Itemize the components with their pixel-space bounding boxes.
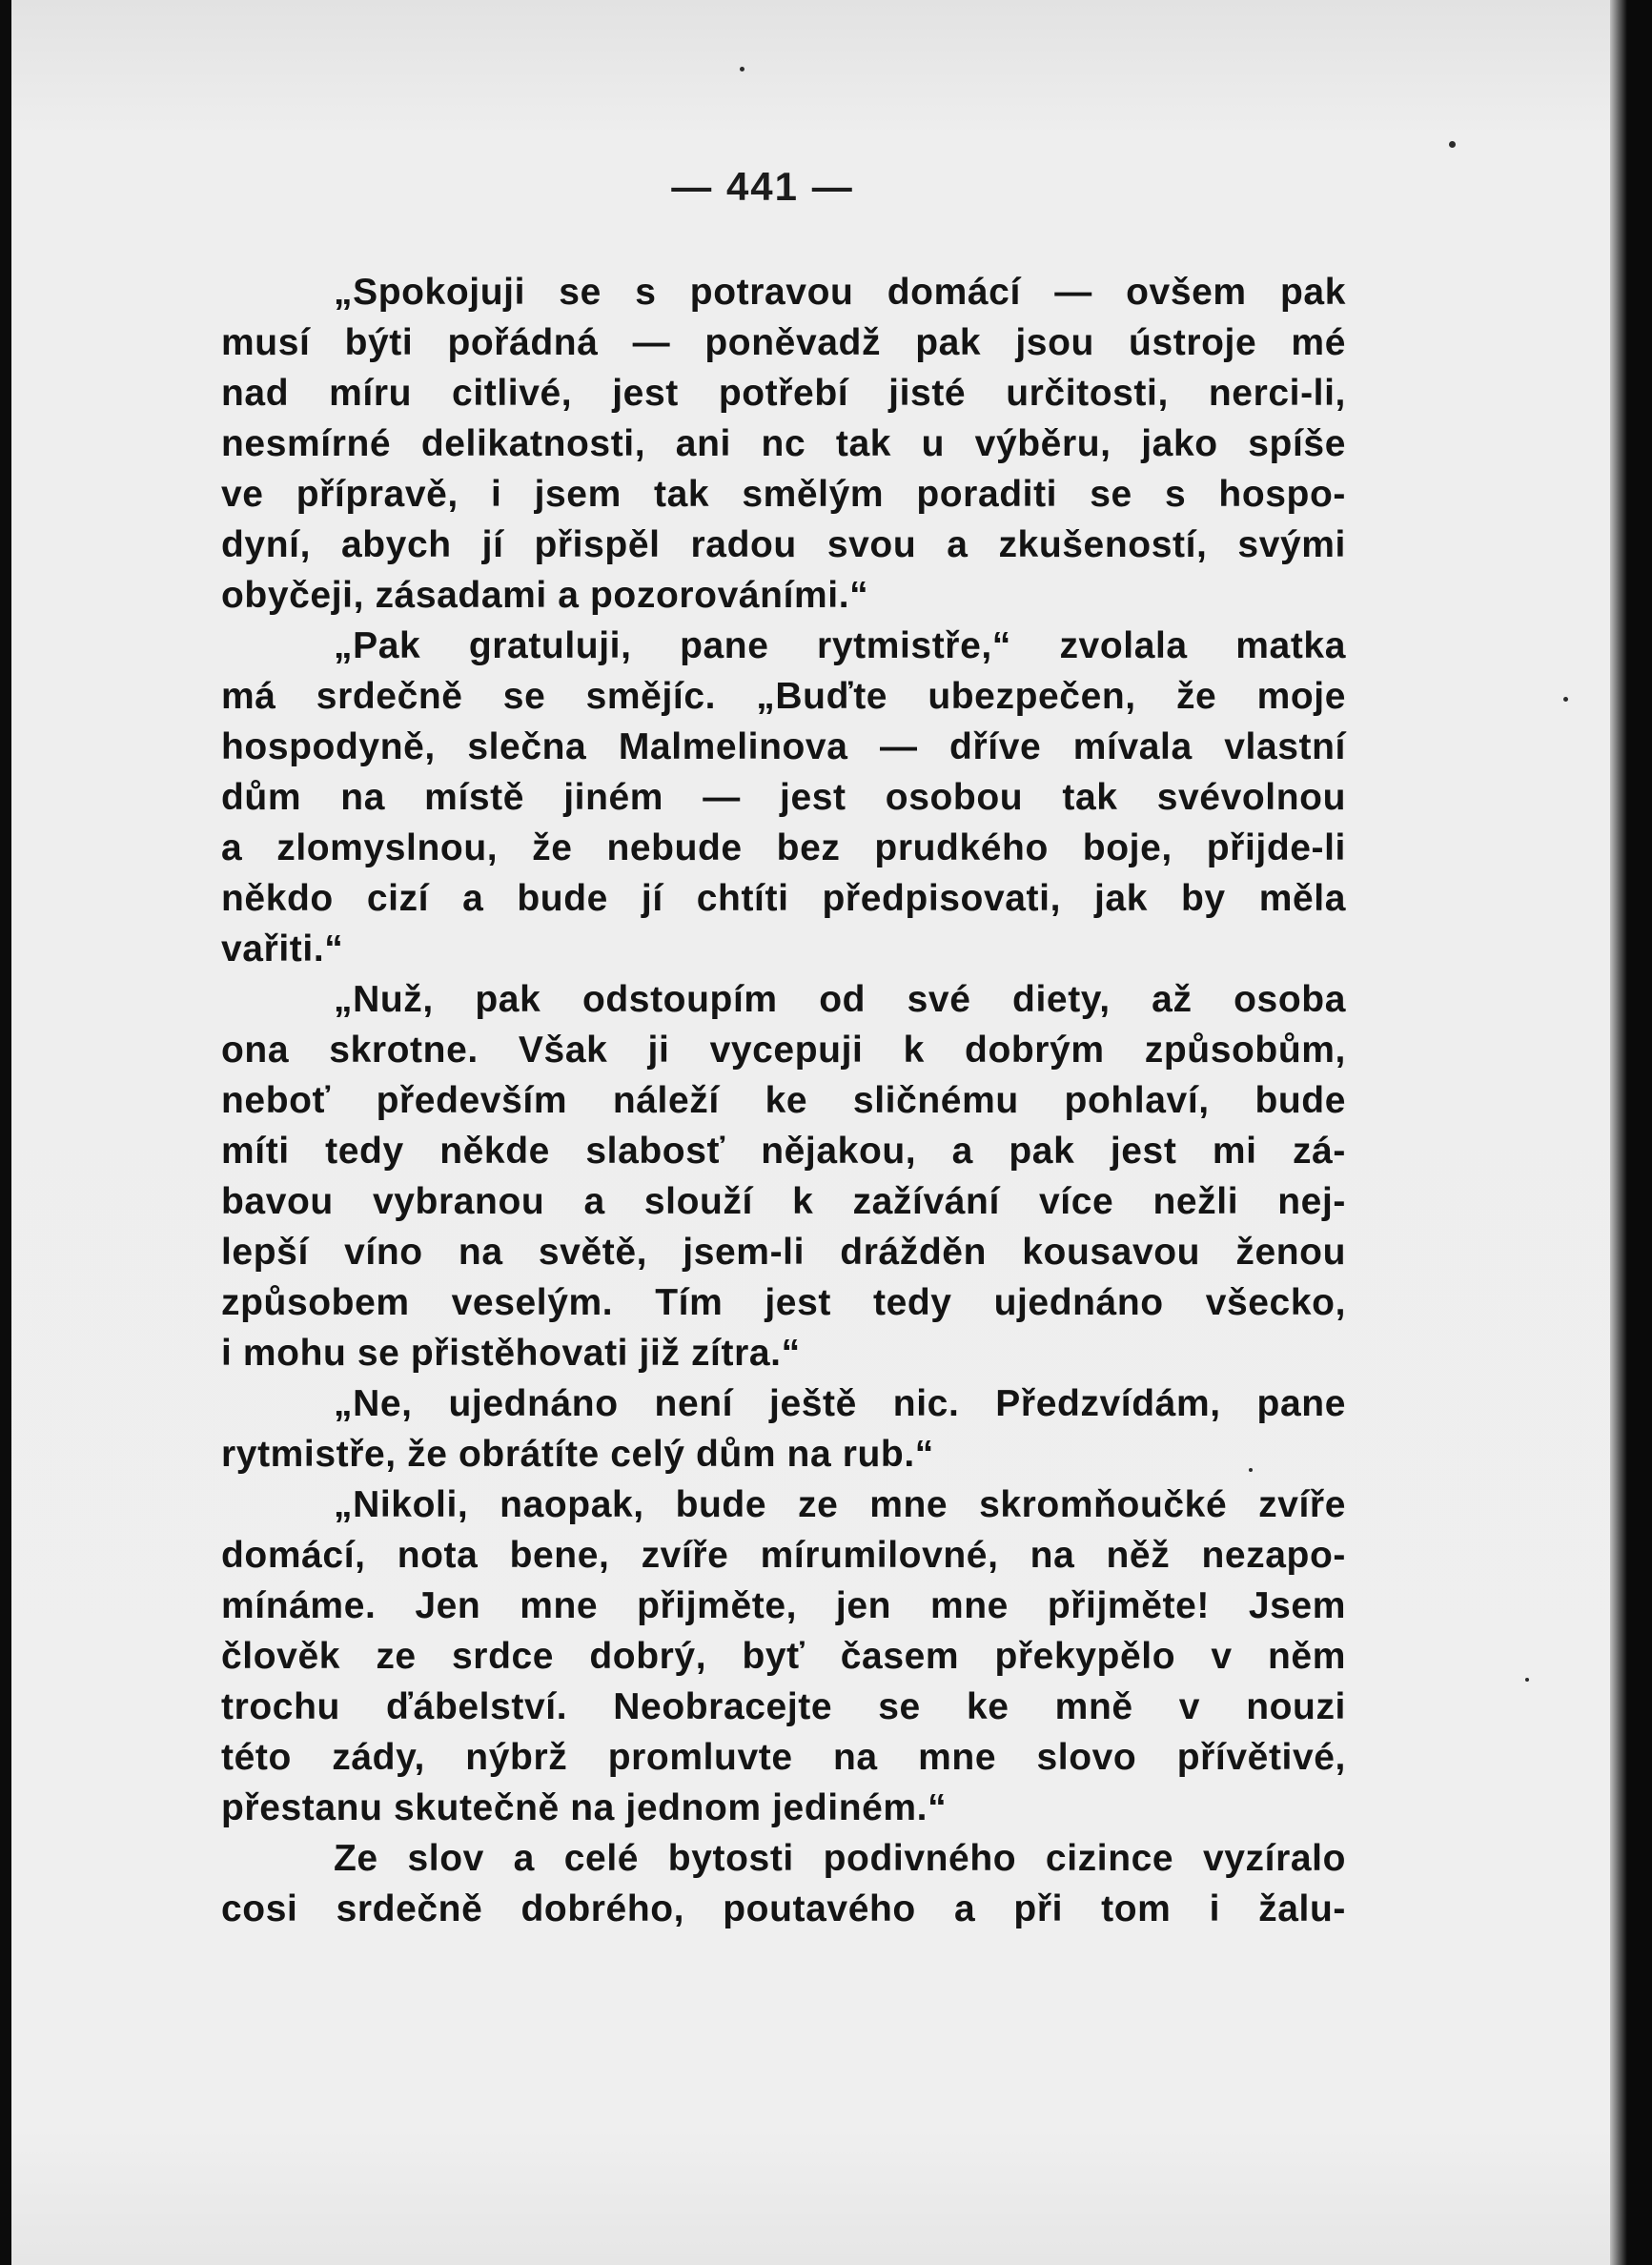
text-line: „Nikoli, naopak, bude ze mne skromňoučké zvíře — [334, 1484, 1346, 1525]
text-line: Ze slov a celé bytosti podivného cizince vyzíralo — [334, 1838, 1346, 1879]
text-line: přestanu skutečně na jednom jediném.“ — [221, 1787, 948, 1828]
text-line: a zlomyslnou, že nebude bez prudkého boje, přijde-li — [221, 827, 1346, 868]
text-line: někdo cizí a bude jí chtíti předpisovati, jak by měla — [221, 878, 1346, 919]
text-line: „Nuž, pak odstoupím od své diety, až osoba — [334, 979, 1346, 1020]
text-line: obyčeji, zásadami a pozorováními.“ — [221, 575, 869, 616]
text-line: rytmistře, že obrátíte celý dům na rub.“ — [221, 1434, 934, 1475]
text-line: „Spokojuji se s potravou domácí — ovšem pak — [334, 272, 1346, 313]
page-right-edge — [1610, 0, 1652, 2265]
text-line: této zády, nýbrž promluvte na mne slovo přívětivé, — [221, 1737, 1346, 1778]
text-line: dyní, abych jí přispěl radou svou a zkušeností, svými — [221, 524, 1346, 565]
text-line: bavou vybranou a slouží k zažívání více nežli nej- — [221, 1181, 1346, 1222]
body-text — [221, 267, 1346, 1934]
text-line: má srdečně se smějíc. „Buďte ubezpečen, že moje — [221, 676, 1346, 717]
text-line: člověk ze srdce dobrý, byť časem překypělo v něm — [221, 1636, 1346, 1677]
text-line: nad míru citlivé, jest potřebí jisté určitosti, nerci-li, — [221, 373, 1346, 414]
scan-speck — [1563, 697, 1568, 702]
text-line: cosi srdečně dobrého, poutavého a při tom i žalu- — [221, 1888, 1346, 1929]
page-number: — 441 — — [671, 164, 854, 209]
scan-speck — [740, 67, 744, 71]
text-line: i mohu se přistěhovati již zítra.“ — [221, 1333, 801, 1374]
text-line: lepší víno na světě, jsem-li drážděn kousavou ženou — [221, 1232, 1346, 1273]
text-line: ona skrotne. Však ji vycepuji k dobrým způsobům, — [221, 1030, 1346, 1071]
text-line: „Ne, ujednáno není ještě nic. Předzvídám, pane — [334, 1383, 1346, 1424]
scan-speck — [1449, 141, 1456, 148]
scan-speck — [1525, 1678, 1529, 1682]
text-line: vařiti.“ — [221, 928, 344, 969]
text-line: neboť především náleží ke sličnému pohlaví, bude — [221, 1080, 1346, 1121]
text-line: nesmírné delikatnosti, ani nc tak u výběru, jako spíše — [221, 423, 1346, 464]
text-line: míti tedy někde slabosť nějakou, a pak jest mi zá- — [221, 1131, 1346, 1172]
text-line: ve přípravě, i jsem tak smělým poraditi se s hospo- — [221, 474, 1346, 515]
page-left-edge — [0, 0, 11, 2265]
text-line: „Pak gratuluji, pane rytmistře,“ zvolala matka — [334, 625, 1346, 666]
text-line: trochu ďábelství. Neobracejte se ke mně v nouzi — [221, 1686, 1346, 1727]
text-line: musí býti pořádná — poněvadž pak jsou ústroje mé — [221, 322, 1346, 363]
text-line: domácí, nota bene, zvíře mírumilovné, na něž nezapo- — [221, 1535, 1346, 1576]
text-line: dům na místě jiném — jest osobou tak svévolnou — [221, 777, 1346, 818]
text-line: způsobem veselým. Tím jest tedy ujednáno všecko, — [221, 1282, 1346, 1323]
text-line: mínáme. Jen mne přijměte, jen mne přijměte! Jsem — [221, 1585, 1346, 1626]
text-line: hospodyně, slečna Malmelinova — dříve mívala vlastní — [221, 726, 1346, 767]
